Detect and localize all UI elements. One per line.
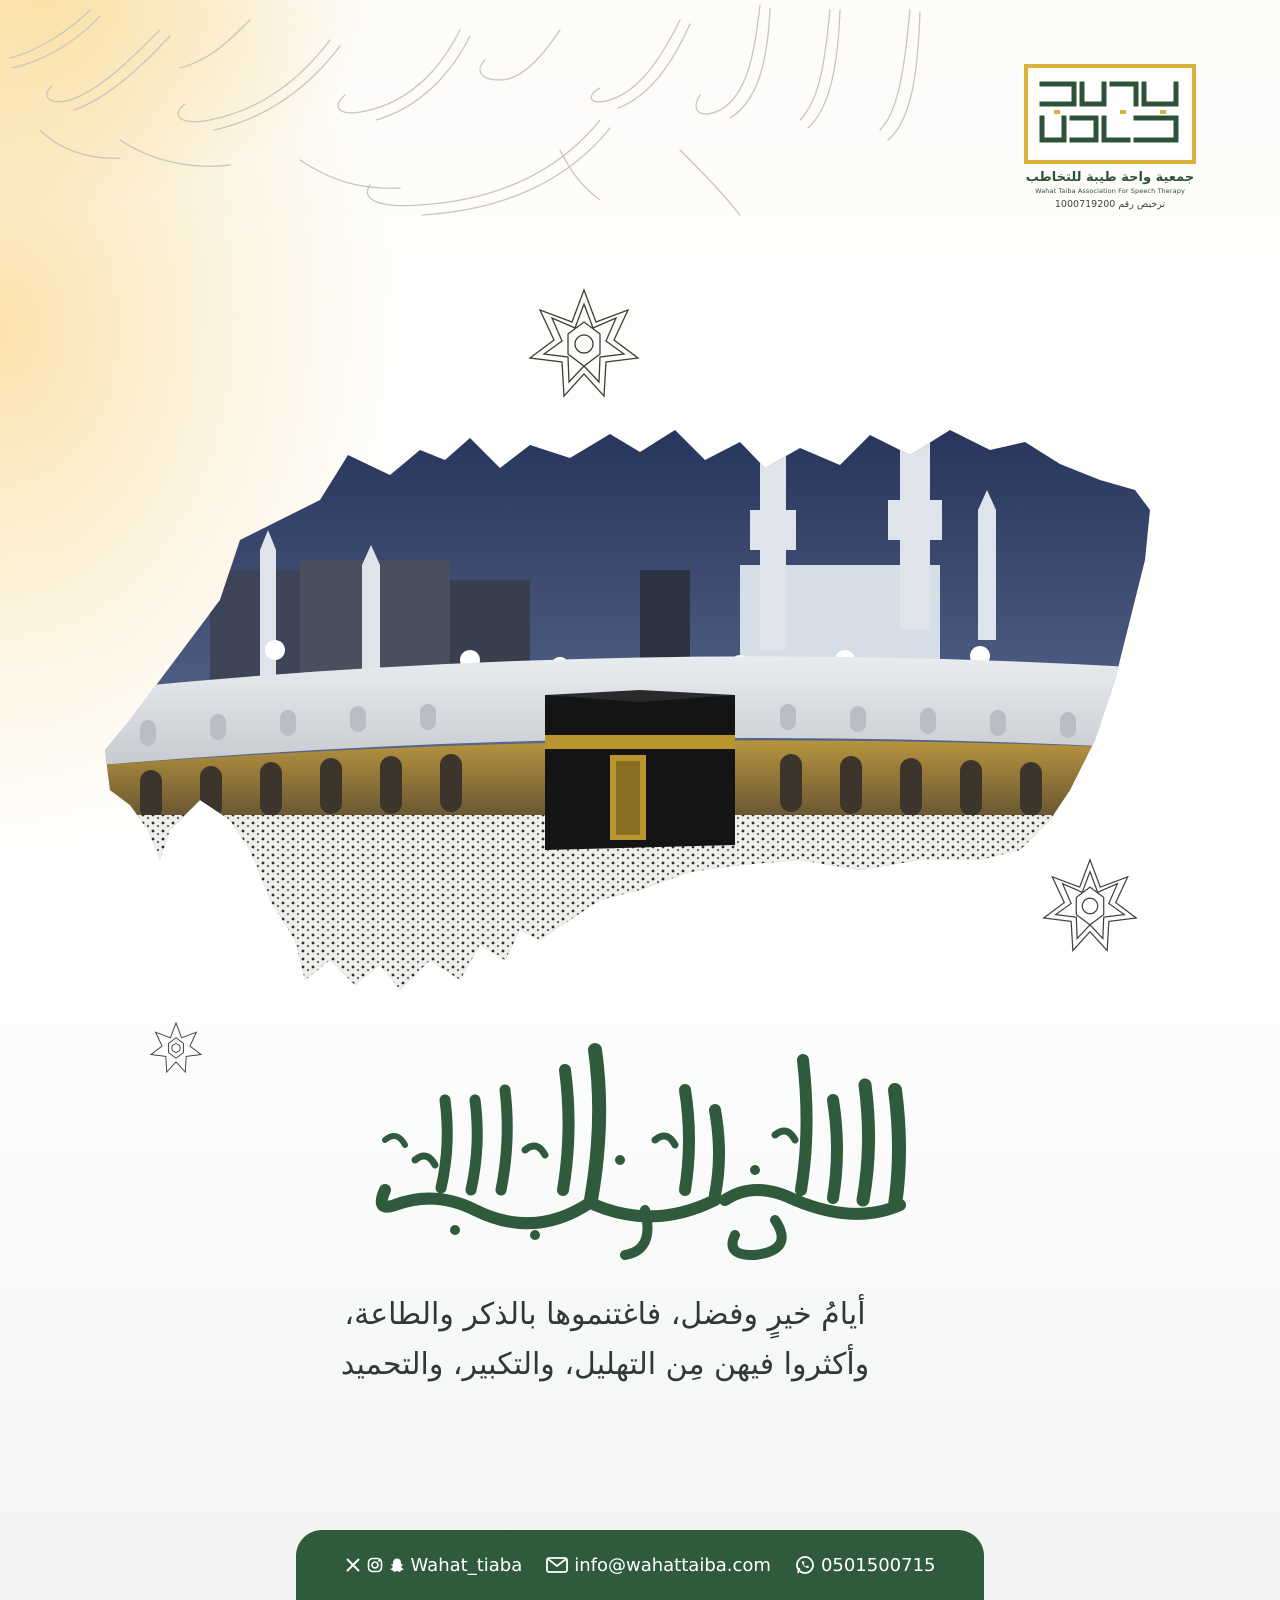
- logo-mark-icon: [1024, 64, 1196, 164]
- islamic-star-ornament-icon: [150, 1022, 202, 1074]
- mail-icon: [546, 1557, 568, 1573]
- islamic-star-ornament-icon: [528, 288, 640, 400]
- license-number: ترخيص رقم 1000719200: [1054, 199, 1166, 210]
- calligraphy-text: الله أكبر كبيرا والحمد لله كثيرا: [633, 1258, 647, 1259]
- x-icon[interactable]: [345, 1557, 361, 1573]
- email-link[interactable]: info@wahattaiba.com: [574, 1554, 771, 1576]
- decorative-calligraphy-outline: [0, 0, 940, 230]
- phone-group: [795, 1555, 936, 1576]
- greeting-line-1: أيامُ خيرٍ وفضل، فاغتنموها بالذكر والطاعة،: [344, 1297, 866, 1332]
- kaaba-scene-illustration: [100, 420, 1180, 1010]
- contact-footer: [296, 1530, 984, 1600]
- phone-number[interactable]: 0501500715: [820, 1554, 936, 1576]
- organization-name-english: Wahat Taiba Association For Speech Therapy: [1035, 187, 1185, 195]
- email-group: [546, 1555, 771, 1576]
- instagram-icon[interactable]: [367, 1557, 383, 1573]
- takbir-calligraphy: [355, 1030, 925, 1260]
- organization-logo: [1020, 64, 1200, 210]
- social-handle[interactable]: Wahat_tiaba: [410, 1554, 523, 1576]
- whatsapp-icon: [795, 1555, 815, 1575]
- snapchat-icon[interactable]: [389, 1557, 405, 1573]
- greeting-line-2: وأكثروا فيهن مِن التهليل، والتكبير، والتحميد: [340, 1347, 870, 1382]
- social-group: [345, 1555, 523, 1576]
- greeting-text: [240, 1290, 970, 1390]
- organization-name-arabic: جمعية واحة طيبة للتخاطب: [1025, 170, 1195, 185]
